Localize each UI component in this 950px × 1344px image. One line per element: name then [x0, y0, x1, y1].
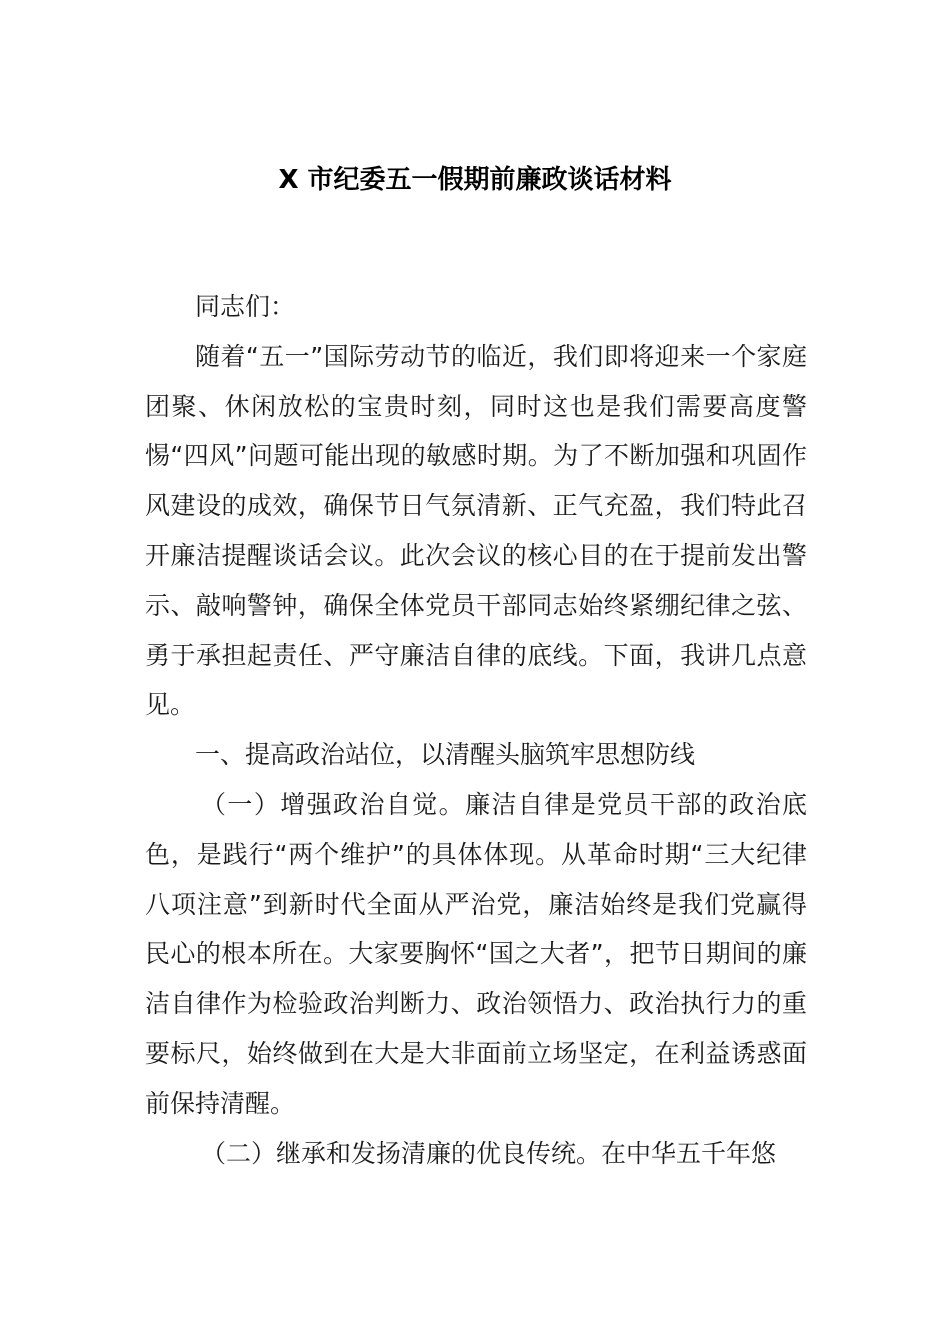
paragraph-intro: 随着“五一”国际劳动节的临近，我们即将迎来一个家庭团聚、休闲放松的宝贵时刻，同时这也是我们需要高度警惕“四风”问题可能出现的敏感时期。为了不断加强和巩固作风建设的成效，确保节日气氛清新、正气充盈，我们特此召开廉洁提醒谈话会议。此次会议的核心目的在于提前发出警示、敲响警钟，确保全体党员干部同志始终紧绷纪律之弦、勇于承担起责任、严守廉洁自律的底线。下面，我讲几点意见。: [145, 341, 807, 720]
paragraph-subsection-2: （二）继承和发扬清廉的优良传统。在中华五千年悠: [201, 1138, 777, 1168]
document-body: [145, 282, 807, 1178]
section-heading-1: 一、提高政治站位，以清醒头脑筑牢思想防线: [195, 740, 696, 770]
document-title: X 市纪委五一假期前廉政谈话材料: [278, 165, 672, 195]
paragraph-subsection-1: （一）增强政治自觉。廉洁自律是党员干部的政治底色，是践行“两个维护”的具体体现。从革命时期“三大纪律八项注意”到新时代全面从严治党，廉洁始终是我们党赢得民心的根本所在。大家要胸怀“国之大者”，把节日期间的廉洁自律作为检验政治判断力、政治领悟力、政治执行力的重要标尺，始终做到在大是大非面前立场坚定，在利益诱惑面前保持清醒。: [145, 789, 807, 1118]
salutation: 同志们：: [195, 292, 296, 321]
